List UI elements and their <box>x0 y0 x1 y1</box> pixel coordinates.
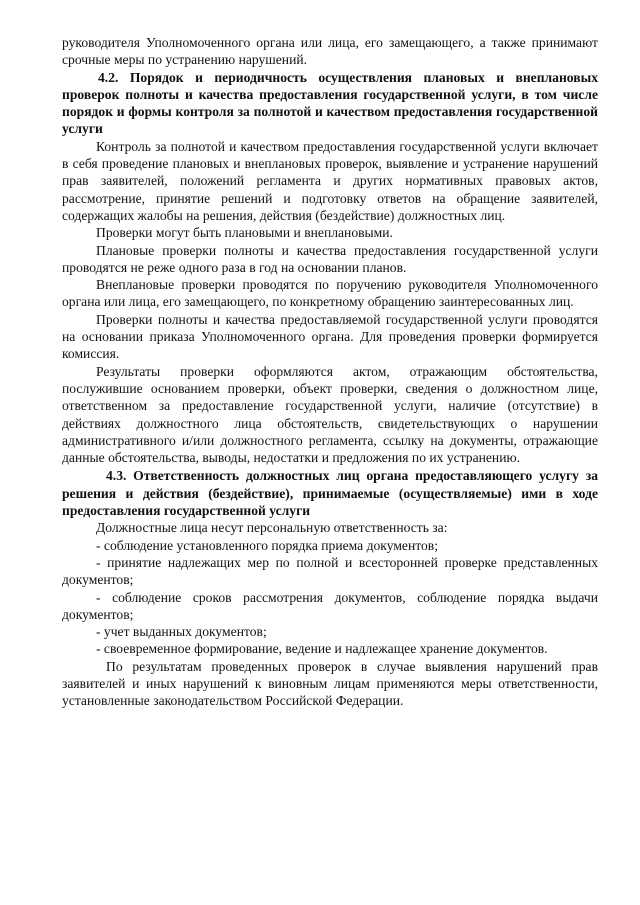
paragraph-responsibility-intro: Должностные лица несут персональную ответственность за: <box>96 520 448 536</box>
paragraph-check-basis: Проверки полноты и качества предоставляемой государственной услуги проводятся на основании приказа Уполномоченного органа. Для проведения проверки формируется комиссия. <box>62 311 598 362</box>
list-item: - соблюдение сроков рассмотрения документов, соблюдение порядка выдачи документов; <box>62 589 598 622</box>
section-heading-4-3: 4.3. Ответственность должностных лиц органа предоставляющего услугу за решения и действия (бездействие), принимаемые (осуществляемые) ими в ходе предоставления государственной услуги <box>62 468 598 519</box>
paragraph-continuation: руководителя Уполномоченного органа или лица, его замещающего, а также принимают срочные меры по устранению нарушений. <box>62 35 598 68</box>
paragraph-unplanned-checks: Внеплановые проверки проводятся по поручению руководителя Уполномоченного органа или лица, его замещающего, по конкретному обращению заинтересованных лиц. <box>62 277 598 310</box>
list-item: - учет выданных документов; <box>96 624 267 640</box>
paragraph-control-scope: Контроль за полнотой и качеством предоставления государственной услуги включает в себя проведение плановых и внеплановых проверок, выявление и устранение нарушений прав заявителей, положений регламента и других нормативных правовых актов, рассмотрение, принятие решений и подготовку ответов на обращение заявителей, содержащих жалобы на решения, действия (бездействие) должностных лиц. <box>62 138 598 223</box>
paragraph-violations-measures: По результатам проведенных проверок в случае выявления нарушений прав заявителей и иных нарушений к виновным лицам применяются меры ответственности, установленные законодательством Российской Федерации. <box>62 658 598 709</box>
list-item: - принятие надлежащих мер по полной и всесторонней проверке представленных документов; <box>62 554 598 588</box>
paragraph-check-types: Проверки могут быть плановыми и внеплановыми. <box>96 225 393 241</box>
list-item: - своевременное формирование, ведение и надлежащее хранение документов. <box>96 641 548 657</box>
section-heading-4-2: 4.2. Порядок и периодичность осуществления плановых и внеплановых проверок полноты и качества предоставления государственной услуги, в том числе порядок и формы контроля за полнотой и качеством предоставления государственной услуги <box>62 69 598 137</box>
document-page <box>62 34 598 710</box>
paragraph-check-results: Результаты проверки оформляются актом, отражающим обстоятельства, послужившие основанием проверки, объект проверки, сведения о должностном лице, ответственном за предоставление государственной услуги, наличие (отсутствие) в действиях должностного лица обстоятельств, свидетельствующих о нарушении административного и/или должностного регламента, ссылку на документы, отражающие данные обстоятельства, выводы, недостатки и предложения по их устранению. <box>62 363 598 466</box>
paragraph-planned-checks: Плановые проверки полноты и качества предоставления государственной услуги проводятся не реже одного раза в год на основании планов. <box>62 242 598 275</box>
list-item: - соблюдение установленного порядка приема документов; <box>96 537 438 553</box>
